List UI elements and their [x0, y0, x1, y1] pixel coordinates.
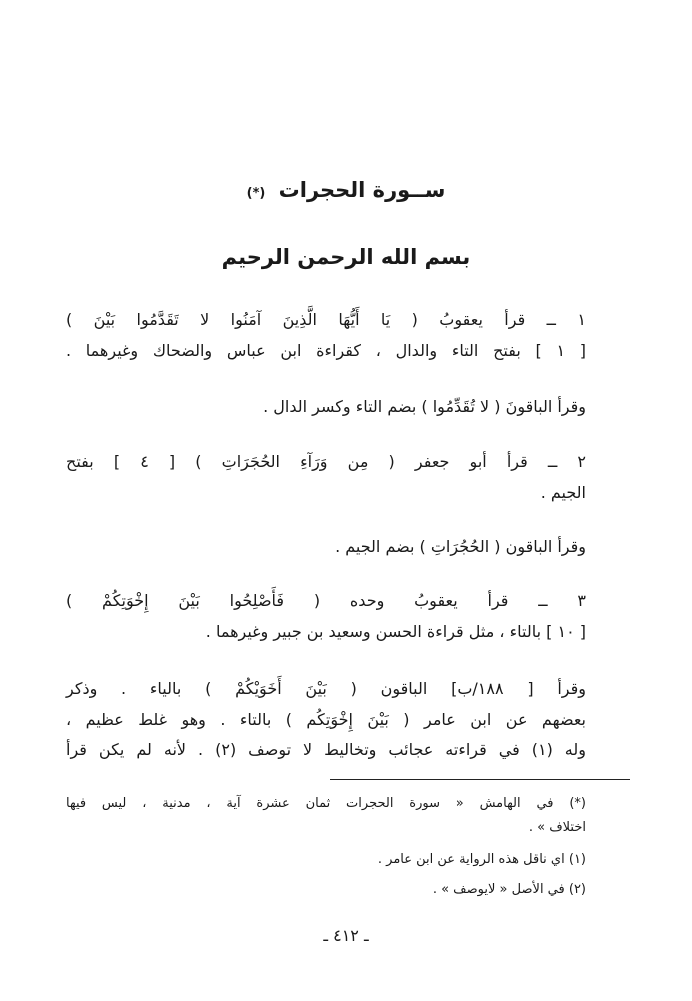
footnote-line: (*) في الهامش « سورة الحجرات ثمان عشرة آية ، مدنية ، ليس فيها — [66, 796, 586, 811]
body-line: ٣ ــ قرأ يعقوبُ وحده ( فَأَصْلِحُوا بَيْنَ إِخْوَتِكُمْ ) — [66, 591, 586, 610]
body-line: الجيم . — [540, 483, 586, 502]
page-number: ـ ٤١٢ ـ — [323, 926, 369, 945]
body-line: [ ١٠ ] بالتاء ، مثل قراءة الحسن وسعيد بن جبير وغيرهما . — [205, 622, 586, 641]
footnote-divider — [330, 779, 630, 780]
surah-title-text: ســورة الحجرات — [278, 178, 446, 202]
body-line: وله (١) في قراءته عجائب وتخاليط لا توصف (٢) . لأنه لم يكن قرأ — [66, 740, 586, 759]
body-line: وقرأ [ ١٨٨/ب] الباقون ( بَيْنَ أَخَوَيْكُمْ ) بالياء . وذكر — [66, 679, 586, 698]
body-line: ٢ ــ قرأ أبو جعفر ( مِن وَرَآءِ الحُجَرَاتِ ) [ ٤ ] بفتح — [66, 452, 586, 471]
footnote-line: اختلاف » . — [528, 820, 586, 835]
footnote-line: (١) اي ناقل هذه الرواية عن ابن عامر . — [377, 852, 586, 867]
footnote-line: (٢) في الأصل « لايوصف » . — [432, 882, 586, 897]
title-footnote-mark: (*) — [246, 186, 266, 201]
body-line: [ ١ ] بفتح التاء والدال ، كقراءة ابن عباس والضحاك وغيرهما . — [66, 341, 586, 360]
basmala: بسم الله الرحمن الرحيم — [221, 245, 471, 269]
surah-title — [0, 178, 692, 202]
body-line: وقرأ الباقون ( الحُجُرَاتِ ) بضم الجيم . — [335, 537, 586, 556]
body-line: بعضهم عن ابن عامر ( بَيْنَ إِخْوَتِكُم ) بالتاء . وهو غلط عظيم ، — [66, 710, 586, 729]
body-line: ١ ــ قرأ يعقوبُ ( يَا أَيُّهَا الَّذِينَ آمَنُوا لا تَقَدَّمُوا بَيْنَ ) — [66, 310, 586, 329]
body-line: وقرأ الباقونَ ( لا تُقَدِّمُوا ) بضم التاء وكسر الدال . — [263, 397, 586, 416]
